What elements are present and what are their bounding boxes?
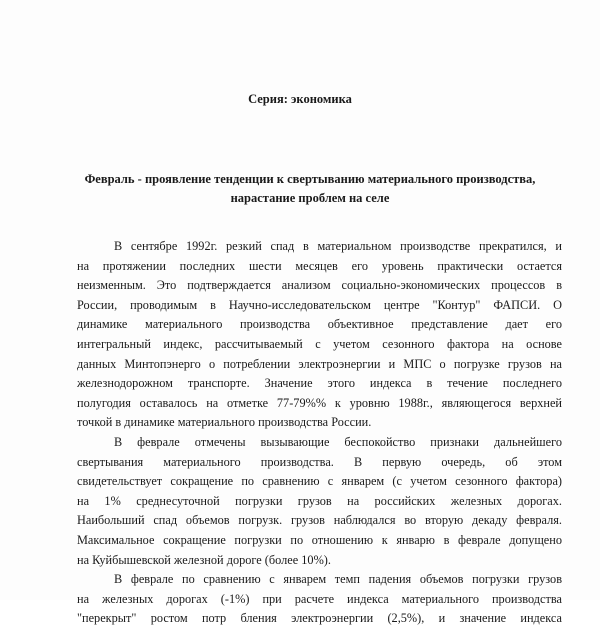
text-line: неизменным. Это подтверждается анализом социально-экономических процессов в	[77, 278, 562, 293]
text-line: "перекрыт" ростом потр бления электроэнергии (2,5%), и значение индекса	[77, 611, 562, 626]
text-line: на 1% среднесуточной погрузки грузов на российских железных дорогах.	[77, 493, 562, 508]
text-line: свидетельствует сокращение по сравнению с январем (с учетом сезонного фактора)	[77, 474, 562, 489]
text-line: железнодорожном транспорте. Значение этого индекса в течение последнего	[77, 376, 562, 391]
text-line: на Куйбышевской железной дороге (более 10%).	[77, 552, 331, 567]
paragraph-2	[77, 433, 562, 570]
series-label: Серия: экономика	[248, 92, 352, 106]
text-line: интегральный индекс, рассчитываемый с учетом сезонного фактора на основе	[77, 336, 562, 351]
headline	[60, 170, 560, 208]
text-line: России, проводимым в Научно-исследовательском центре "Контур" ФАПСИ. О	[77, 297, 562, 312]
text-line: на протяжении последних шести месяцев его уровень практически остается	[77, 258, 562, 273]
text-line: Наибольший спад объемов погрузк. грузов наблюдался во вторую декаду февраля.	[77, 513, 562, 528]
text-line: Максимальное сокращение погрузки по отношению к январю в феврале допущено	[77, 532, 562, 547]
text-line: В феврале отмечены вызывающие беспокойство признаки дальнейшего	[114, 434, 562, 449]
headline-line-1: Февраль - проявление тенденции к свертыванию материального производства,	[84, 172, 536, 186]
paragraph-1	[77, 237, 562, 433]
text-line: В феврале по сравнению с январем темп падения объемов погрузки грузов	[114, 572, 562, 587]
text-line: динамике материального производства объективное представление дает его	[77, 317, 562, 332]
text-line: на железных дорогах (-1%) при расчете индекса материального производства	[77, 591, 562, 606]
text-line: точкой в динамике материального производства России.	[77, 415, 372, 430]
headline-line-2: нарастание проблем на селе	[230, 191, 390, 205]
text-line: данных Минтопэнерго о потреблении электроэнергии и МПС о погрузке грузов на	[77, 356, 562, 371]
text-line: свертывания материального производства. В первую очередь, об этом	[77, 454, 562, 469]
paragraph-3	[77, 570, 562, 629]
text-line: В сентябре 1992г. резкий спад в материальном производстве прекратился, и	[114, 239, 562, 253]
body-text	[77, 237, 562, 629]
text-line: полугодия оставалось на отметке 77-79%% к уровню 1988г., являющегося верхней	[77, 395, 562, 410]
